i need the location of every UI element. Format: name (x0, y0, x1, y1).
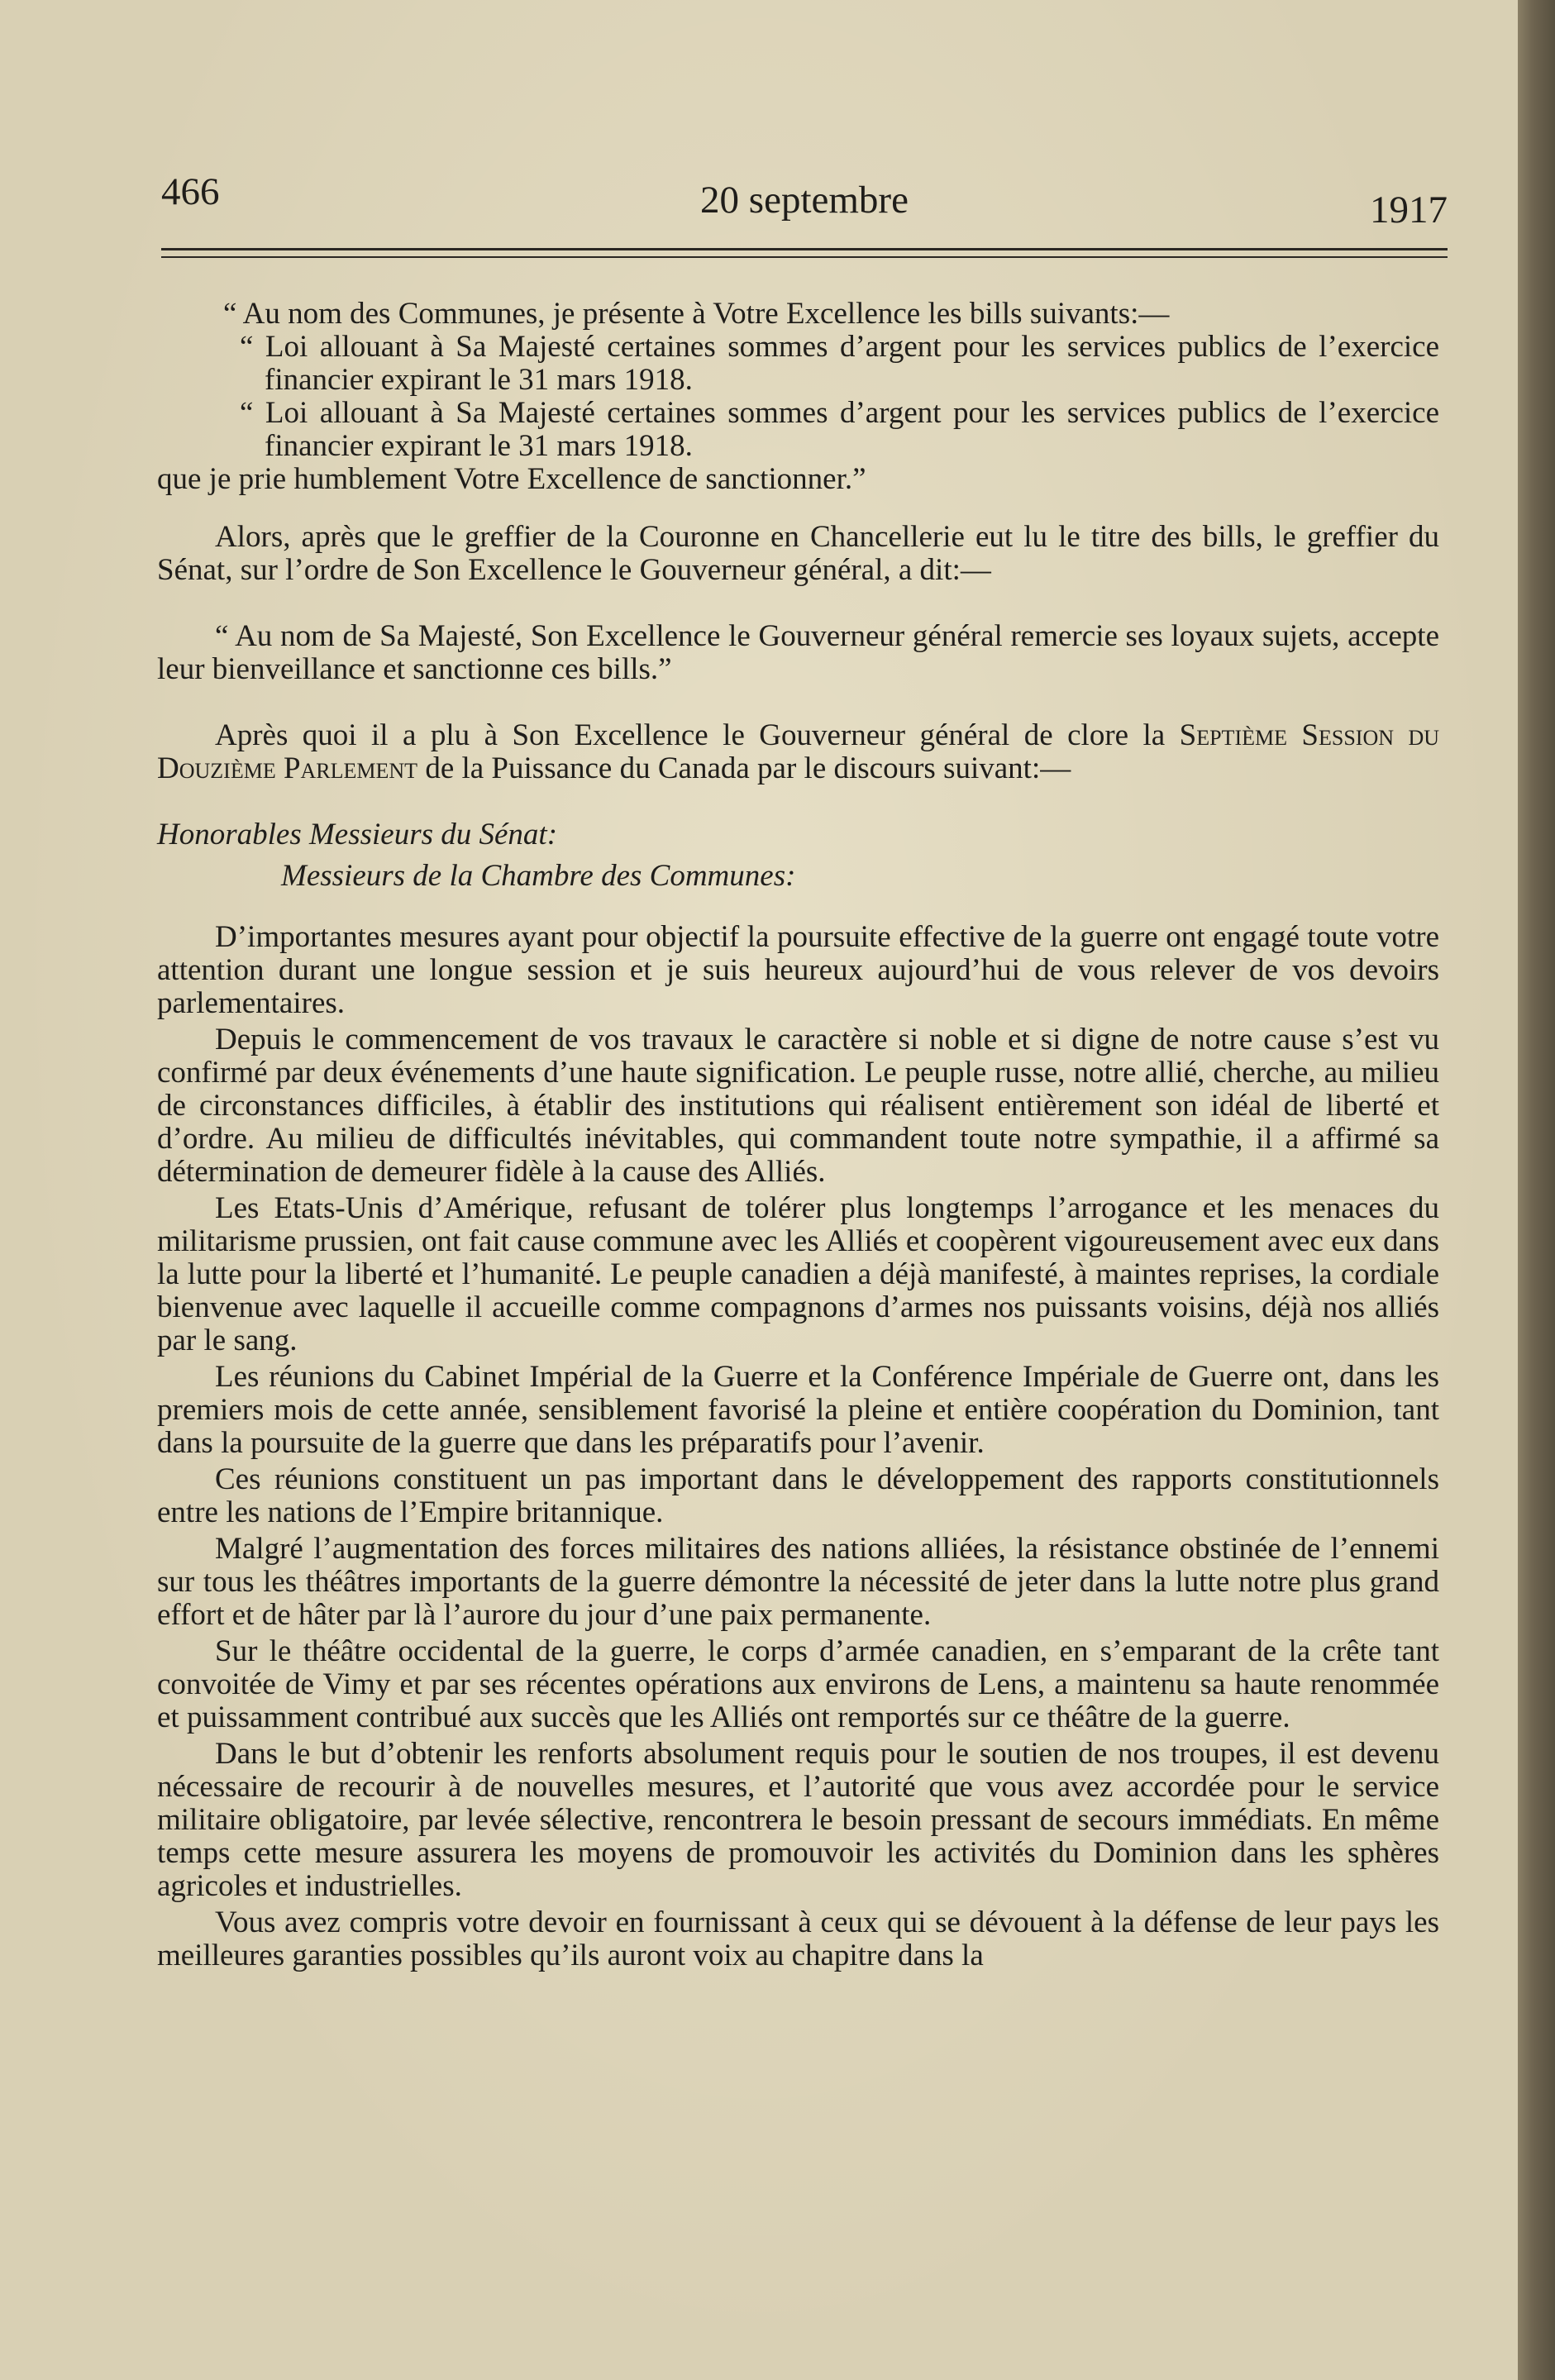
header-rule-top (161, 248, 1448, 250)
header-date: 20 septembre (700, 179, 909, 222)
clerk-paragraph: Alors, après que le greffier de la Couronne en Chancellerie eut lu le titre des bills, le greffier du Sénat, sur l’ordre de Son Excellence le Gouverneur général, a dit:— (157, 520, 1439, 587)
closing-intro-after: de la Puissance du Canada par le discours suivant:— (417, 751, 1071, 785)
speaker-intro: “ Au nom des Communes, je présente à Votre Excellence les bills suivants:— (223, 297, 1170, 331)
closing-intro-before: Après quoi il a plu à Son Excellence le Gouverneur général de clore la (215, 718, 1180, 752)
bill-item: “ Loi allouant à Sa Majesté certaines sommes d’argent pour les services publics de l’exercice financier expirant le 31 mars 1918. (240, 396, 1439, 463)
speech-paragraph: D’importantes mesures ayant pour objectif la poursuite effective de la guerre ont engagé toute votre attention durant une longue session et je suis heureux aujourd’hui de vous relever de vos devoirs parlementaires. (157, 920, 1439, 1020)
speech-paragraph: Ces réunions constituent un pas important dans le développement des rapports constitutionnels entre les nations de l’Empire britannique. (157, 1462, 1439, 1529)
salutation-senate: Honorables Messieurs du Sénat: (157, 818, 558, 851)
bill-item: “ Loi allouant à Sa Majesté certaines sommes d’argent pour les services publics de l’exercice financier expirant le 31 mars 1918. (240, 330, 1439, 397)
speech-paragraph: Sur le théâtre occidental de la guerre, le corps d’armée canadien, en s’emparant de la crête tant convoitée de Vimy et par ses récentes opérations aux environs de Lens, a maintenu sa haute renommée et puissamment contribué aux succès que les Alliés ont remportés sur ce théâtre de la guerre. (157, 1634, 1439, 1734)
document-body (157, 298, 1439, 1976)
speaker-closing: que je prie humblement Votre Excellence de sanctionner.” (157, 462, 866, 496)
page-number: 466 (161, 170, 220, 213)
closing-intro (157, 719, 1439, 785)
speech-paragraph: Depuis le commencement de vos travaux le caractère si noble et si digne de notre cause s’est vu confirmé par deux événements d’une haute signification. Le peuple russe, notre allié, cherche, au milieu de circonstances difficiles, à établir des institutions qui réalisent entièrement son idéal de liberté et d’ordre. Au milieu de difficultés inévitables, qui commandent toute notre sympathie, il a affirmé sa détermination de demeurer fidèle à la cause des Alliés. (157, 1023, 1439, 1189)
session-name: Septième Session du Douzième Parlement (157, 718, 1439, 785)
header-year: 1917 (1370, 188, 1448, 231)
royal-assent: “ Au nom de Sa Majesté, Son Excellence le Gouverneur général remercie ses loyaux sujets, accepte leur bienveillance et sanctionne ces bills.” (157, 619, 1439, 686)
salutation-commons: Messieurs de la Chambre des Communes: (281, 859, 796, 893)
page-header (161, 169, 1448, 231)
speech-paragraph: Dans le but d’obtenir les renforts absolument requis pour le soutien de nos troupes, il est devenu nécessaire de recourir à de nouvelles mesures, et l’autorité que vous avez accordée pour le service militaire obligatoire, par levée sélective, rencontrera le besoin pressant de secours immédiats. En même temps cette mesure assurera les moyens de promouvoir les activités du Dominion dans les sphères agricoles et industrielles. (157, 1737, 1439, 1903)
speech-paragraph: Les réunions du Cabinet Impérial de la Guerre et la Conférence Impériale de Guerre ont, dans les premiers mois de cette année, sensiblement favorisé la pleine et entière coopération du Dominion, tant dans la poursuite de la guerre que dans les préparatifs pour l’avenir. (157, 1360, 1439, 1460)
speech-paragraph: Les Etats-Unis d’Amérique, refusant de tolérer plus longtemps l’arrogance et les menaces du militarisme prussien, ont fait cause commune avec les Alliés et coopèrent vigoureusement avec eux dans la lutte pour la liberté et l’humanité. Le peuple canadien a déjà manifesté, à maintes reprises, la cordiale bienvenue avec laquelle il accueille comme compagnons d’armes nos puissants voisins, déjà nos alliés par le sang. (157, 1191, 1439, 1357)
page-edge (1518, 0, 1555, 2380)
speech-paragraph: Malgré l’augmentation des forces militaires des nations alliées, la résistance obstinée de l’ennemi sur tous les théâtres importants de la guerre démontre la nécessité de jeter dans la lutte notre plus grand effort et de hâter par là l’aurore du jour d’une paix permanente. (157, 1532, 1439, 1632)
speech-paragraph: Vous avez compris votre devoir en fournissant à ceux qui se dévouent à la défense de leur pays les meilleures garanties possibles qu’ils auront voix au chapitre dans la (157, 1905, 1439, 1972)
header-rule-bottom (161, 256, 1448, 258)
